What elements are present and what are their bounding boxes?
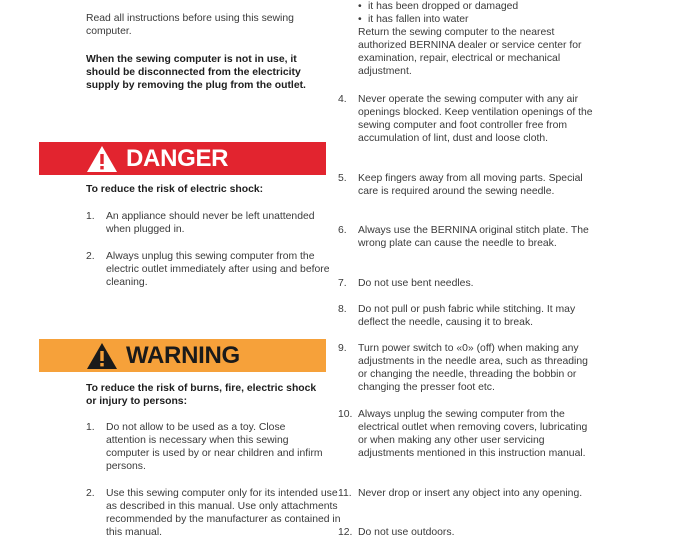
item-text: Always unplug the sewing computer from the electrical outlet when removing covers, lubricating or when making any other user servicing adjustments mentioned in this instruction manual. <box>358 409 588 459</box>
item-text: Always use the BERNINA original stitch plate. The wrong plate can cause the needle to break. <box>358 225 589 249</box>
right-item-4 <box>338 93 604 145</box>
right-item-10 <box>338 408 592 460</box>
right-item-11 <box>338 487 598 500</box>
warning-heading: To reduce the risk of burns, fire, electric shock or injury to persons: <box>86 383 317 407</box>
item-text: Use this sewing computer only for its intended use as described in this manual. Use only attachments recommended by the manufacturer as contained in this manual. <box>106 488 341 538</box>
right-item-9 <box>338 342 598 394</box>
item-text: Keep fingers away from all moving parts. Special care is required around the sewing needle. <box>358 173 583 197</box>
right-item-12 <box>338 526 598 539</box>
item-number: 6. <box>338 225 347 236</box>
warning-item-1 <box>86 421 324 473</box>
intro-text: Read all instructions before using this sewing computer. <box>86 13 294 37</box>
item-text: Do not pull or push fabric while stitching. It may deflect the needle, causing it to break. <box>358 304 576 328</box>
bullet-icon: • <box>358 14 362 25</box>
right-item-5 <box>338 172 598 198</box>
item-number: 9. <box>338 343 347 354</box>
return-note: Return the sewing computer to the nearest authorized BERNINA dealer or service center for examination, repair, electrical or mechanical adjustment. <box>358 27 582 77</box>
warning-label: WARNING <box>126 341 240 369</box>
danger-item-2 <box>86 250 342 289</box>
item-number: 4. <box>338 94 347 105</box>
item-number: 11. <box>338 488 352 499</box>
item-number: 2. <box>86 251 95 262</box>
item-number: 12. <box>338 527 353 538</box>
bullet-item <box>358 13 588 26</box>
item-text: An appliance should never be left unattended when plugged in. <box>106 211 315 235</box>
item-text: Always unplug this sewing computer from the electric outlet immediately after using and before cleaning. <box>106 251 330 288</box>
warning-triangle-icon <box>86 145 118 173</box>
right-item-8 <box>338 303 604 329</box>
right-item-7 <box>338 277 598 290</box>
bullet-text: it has fallen into water <box>368 14 469 25</box>
bullet-icon: • <box>358 1 362 12</box>
item-number: 10. <box>338 409 353 420</box>
item-number: 2. <box>86 488 95 499</box>
bullet-item <box>358 0 588 13</box>
danger-heading: To reduce the risk of electric shock: <box>86 184 264 195</box>
item-text: Never drop or insert any object into any opening. <box>358 488 583 499</box>
right-item-6 <box>338 224 596 250</box>
danger-banner <box>39 142 326 175</box>
item-text: Never operate the sewing computer with any air openings blocked. Keep ventilation openings of the sewing computer and foot controller free from accumulation of lint, dust and loose cloth. <box>358 94 593 144</box>
disconnect-note: When the sewing computer is not in use, it should be disconnected from the electricity supply by removing the plug from the outlet. <box>86 54 306 91</box>
item-number: 5. <box>338 173 347 184</box>
item-text: Turn power switch to «0» (off) when making any adjustments in the needle area, such as threading or changing the needle, threading the bobbin or changing the presser foot etc. <box>358 343 588 393</box>
warning-triangle-icon <box>86 342 118 370</box>
item-text: Do not use bent needles. <box>358 278 474 289</box>
item-number: 1. <box>86 211 95 222</box>
item-text: Do not use outdoors. <box>358 527 455 538</box>
warning-item-2 <box>86 487 342 539</box>
danger-label: DANGER <box>126 144 229 172</box>
warning-banner <box>39 339 326 372</box>
item-text: Do not allow to be used as a toy. Close attention is necessary when this sewing computer is used by or near children and infirm persons. <box>106 422 323 472</box>
danger-item-1 <box>86 210 342 236</box>
item-number: 8. <box>338 304 347 315</box>
bullet-text: it has been dropped or damaged <box>368 1 519 12</box>
item-number: 1. <box>86 422 95 433</box>
item-number: 7. <box>338 278 347 289</box>
